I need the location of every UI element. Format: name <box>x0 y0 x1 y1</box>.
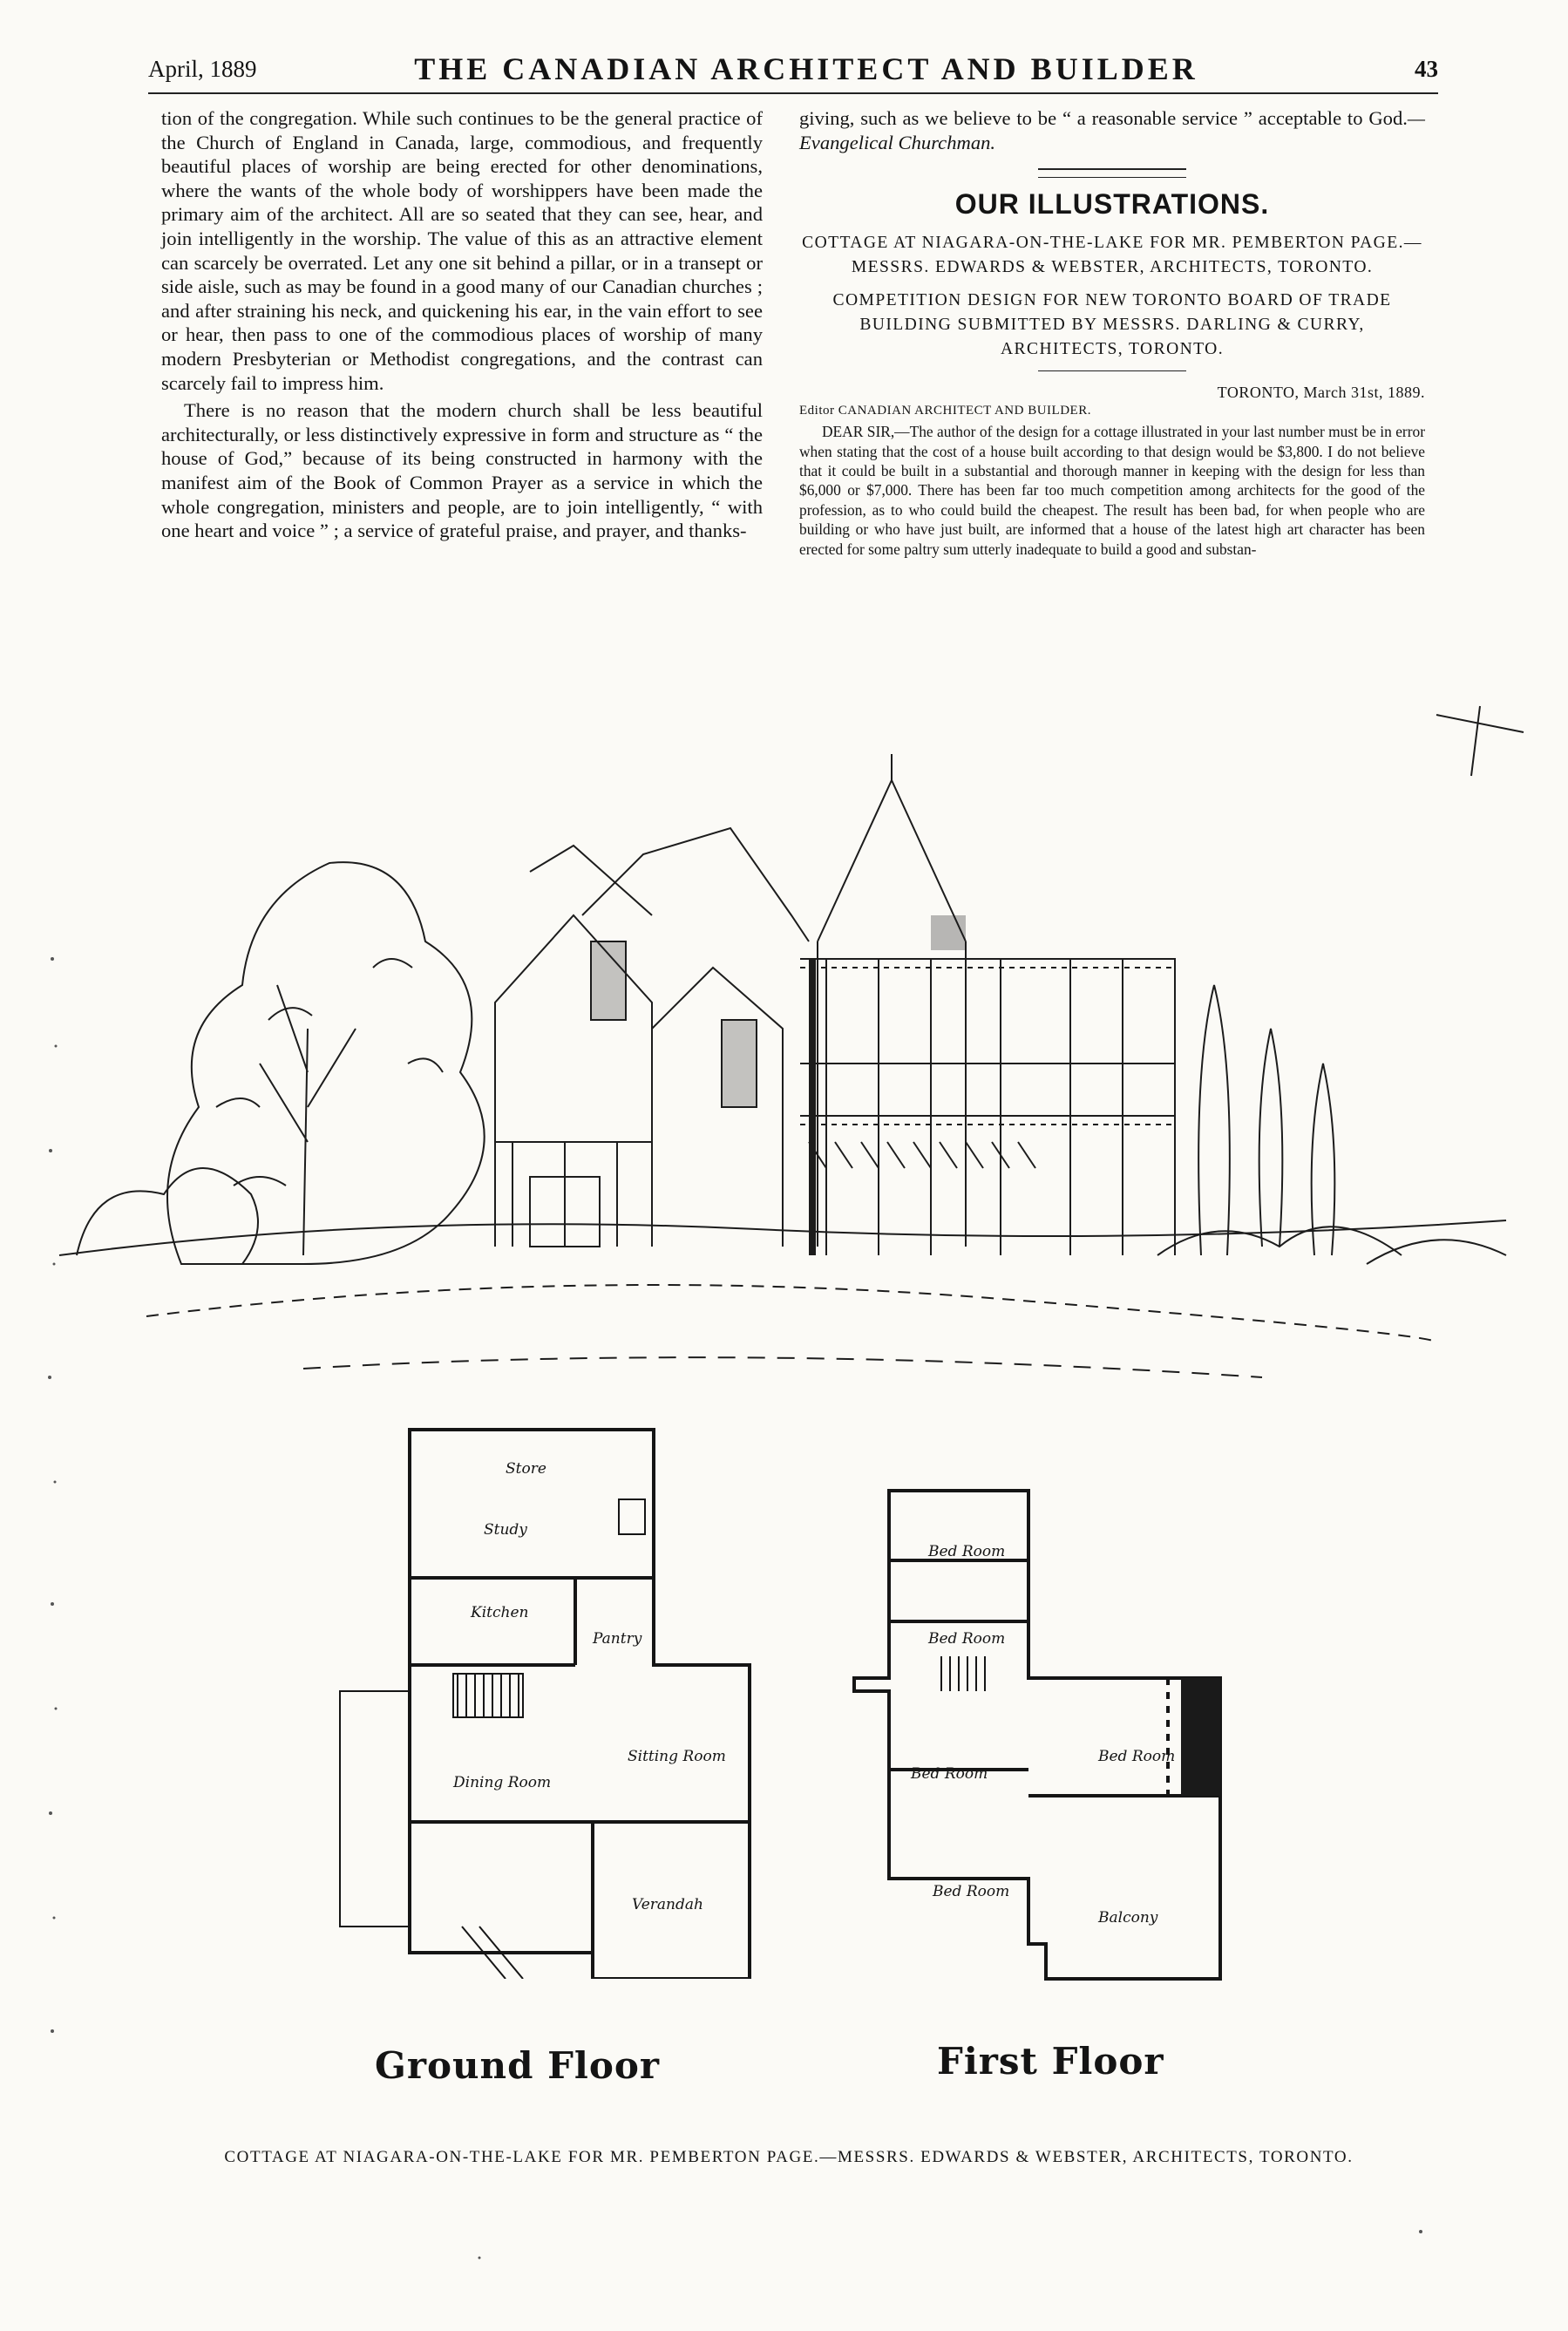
source-attribution: —Evangelical Churchman. <box>799 107 1425 153</box>
letter-body: DEAR SIR,—The author of the design for a cottage illustrated in your last number must be in error when stating that the cost of a house built according to that design would be $3,800. I do not believe that it could be built in a substantial and thorough manner in keeping with the design for less than $6,000 or $7,000. There has been far too much competition among architects for the good of the profession, as to who could build the cheapest. The result has been bad, for when people who are building or who have just built, are informed that a house of the latest high art character has been erected for some paltry sum utterly inadequate to build a good and substan- <box>799 423 1425 558</box>
room-label: Pantry <box>593 1630 642 1648</box>
page-header <box>148 51 1438 94</box>
divider <box>1038 370 1186 371</box>
room-label: Sitting Room <box>628 1748 726 1765</box>
room-label: Bed Room <box>928 1630 1006 1648</box>
room-label: Store <box>506 1460 546 1478</box>
room-label: Verandah <box>632 1896 703 1913</box>
page-number: 43 <box>1415 56 1438 82</box>
ground-floor-plan <box>331 1421 767 1979</box>
figure-caption: COTTAGE AT NIAGARA-ON-THE-LAKE FOR MR. PEMBERTON PAGE.—MESSRS. EDWARDS & WEBSTER, ARCHITECTS, TORONTO. <box>224 2148 1354 2166</box>
ground-floor-label: Ground Floor <box>375 2044 660 2087</box>
letter-salutation-editor: Editor CANADIAN ARCHITECT AND BUILDER. <box>799 404 1091 418</box>
section-title: OUR ILLUSTRATIONS. <box>954 188 1270 221</box>
letter-date: TORONTO, March 31st, 1889. <box>1217 384 1425 402</box>
right-column <box>799 106 1425 559</box>
body-paragraph: There is no reason that the modern church shall be less beautiful architecturally, or less distinctively expressive in form and structure as “ the house of God,” because of its being constructed in harmony with the manifest aim of the Book of Common Prayer as a service in which the whole congregation, ministers and people, are to join intelligently, “ with one heart and voice ” ; a service of grateful praise, and prayer, and thanks- <box>161 399 763 542</box>
continued-text: giving, such as we believe to be “ a reasonable service ” acceptable to God. <box>799 107 1408 129</box>
room-label: Study <box>484 1521 527 1539</box>
room-label: Bed Room <box>928 1543 1006 1560</box>
cottage-perspective-drawing <box>42 654 1532 1421</box>
issue-date: April, 1889 <box>148 56 257 82</box>
illustration-entry: COTTAGE AT NIAGARA-ON-THE-LAKE FOR MR. PEMBERTON PAGE.—MESSRS. EDWARDS & WEBSTER, ARCHITECTS, TORONTO. <box>802 234 1422 277</box>
room-label: Dining Room <box>453 1774 552 1791</box>
room-label: Bed Room <box>1098 1748 1176 1765</box>
left-column <box>161 106 763 543</box>
first-floor-plan <box>837 1482 1246 1988</box>
header-rule <box>148 92 1438 94</box>
room-label: Kitchen <box>471 1604 529 1621</box>
continued-paragraph <box>799 106 1425 154</box>
room-label: Bed Room <box>911 1765 988 1783</box>
room-label: Bed Room <box>933 1883 1010 1900</box>
body-paragraph: tion of the congregation. While such continues to be the general practice of the Church of England in Canada, large, commodious, and frequently beautiful places of worship are being erected for other denominations, where the wants of the whole body of worshippers have been made the primary aim of the architect. All are so seated that they can see, hear, and join intelligently in the worship. The value of this as an attractive element can scarcely be overrated. Let any one sit behind a pillar, or in a transept or side aisle, such as may be found in a good many of our Canadian churches ; and after straining his neck, and quickening his ear, in the vain effort to see or hear, then pass to one of the commodious places of worship of many modern Presbyterian or Methodist congregations, and the contrast can scarcely fail to impress him. <box>161 107 763 394</box>
illustration-entry: COMPETITION DESIGN FOR NEW TORONTO BOARD OF TRADE BUILDING SUBMITTED BY MESSRS. DARLING & CURRY, ARCHITECTS, TORONTO. <box>832 291 1392 359</box>
section-divider <box>1038 168 1186 178</box>
masthead-title: THE CANADIAN ARCHITECT AND BUILDER <box>414 51 1198 86</box>
room-label: Balcony <box>1098 1909 1158 1927</box>
first-floor-label: First Floor <box>937 2040 1164 2083</box>
